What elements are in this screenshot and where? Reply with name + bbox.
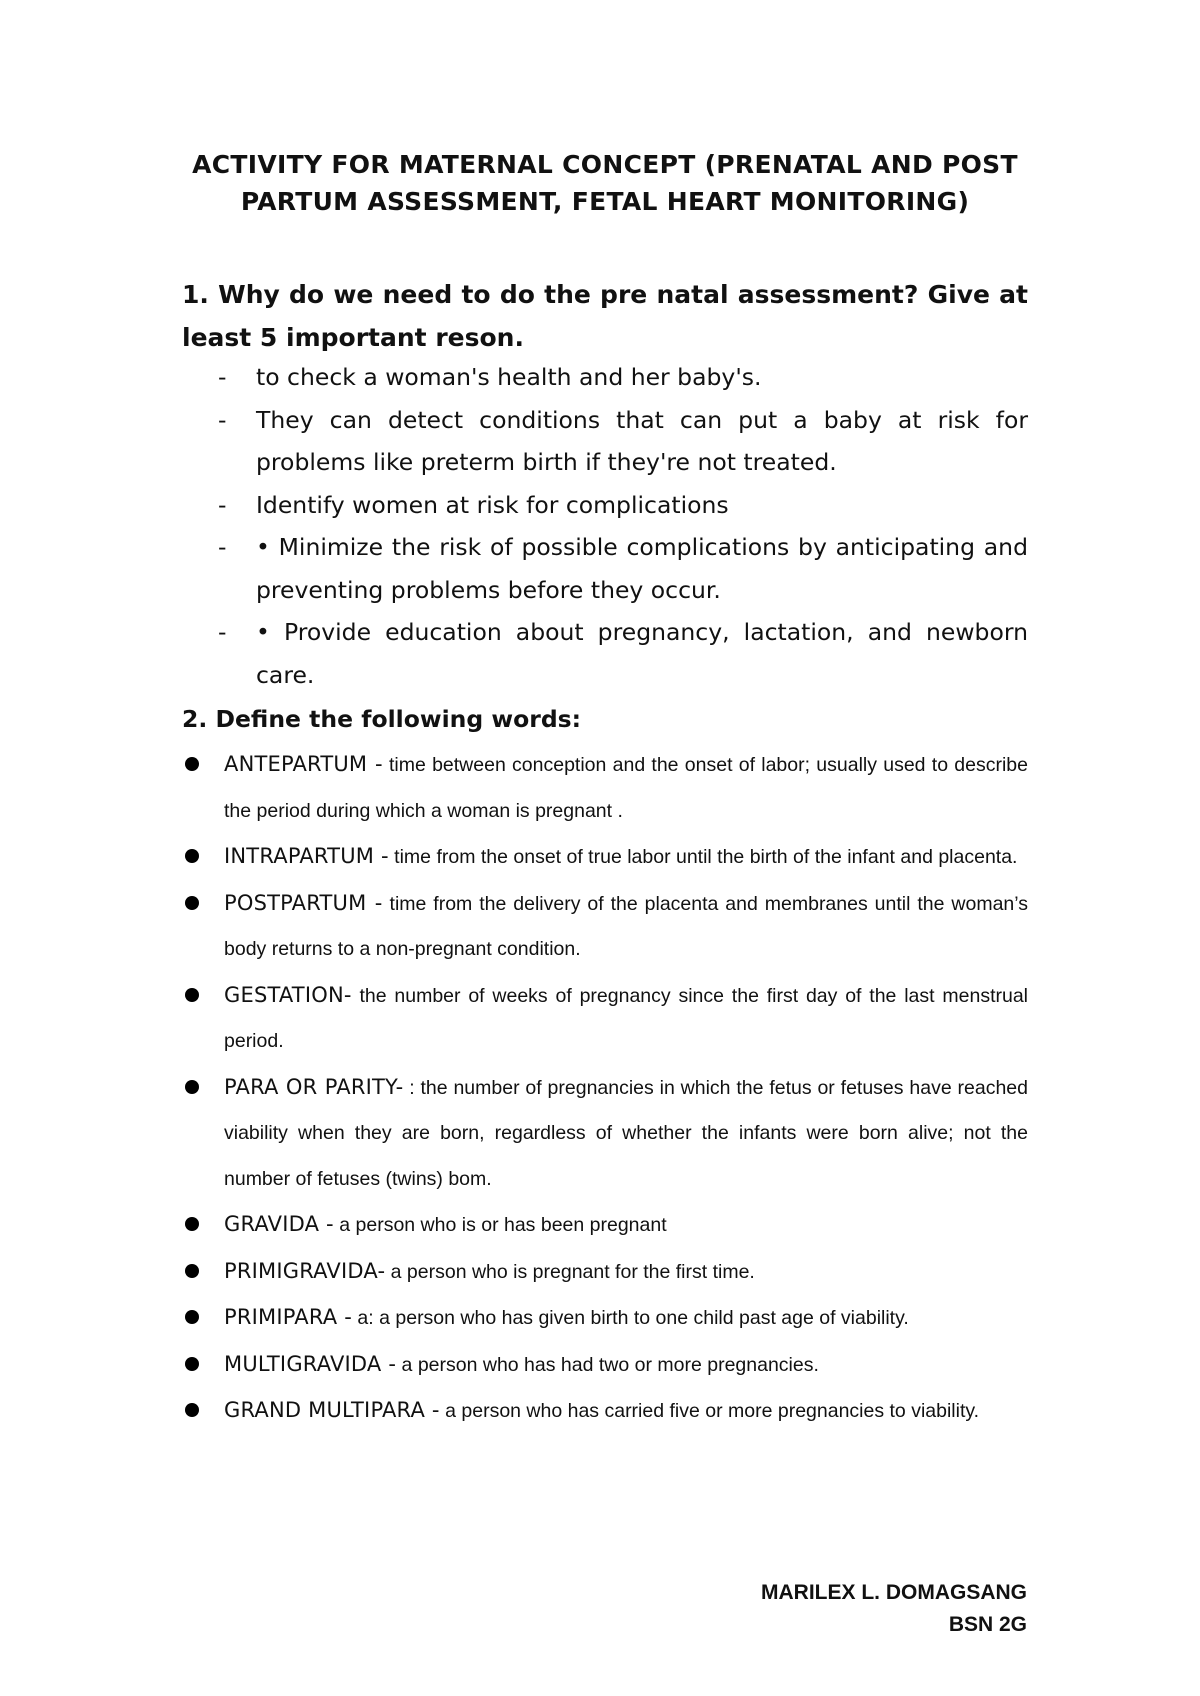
page-title: ACTIVITY FOR MATERNAL CONCEPT (PRENATAL AND POST PARTUM ASSESSMENT, FETAL HEART MONITORING) [192,150,1018,216]
definition-item [182,1249,1028,1296]
bullet-icon [185,757,199,771]
definition-term: PARA OR PARITY- [224,1074,404,1099]
bullet-icon [185,1310,199,1324]
bullet-icon [185,1080,199,1094]
question-2-heading: 2. Define the following words: [182,705,582,733]
definition-list [182,742,1028,1435]
definition-term: GRAND MULTIPARA - [224,1398,440,1422]
bullet-icon [185,849,199,863]
definition-item [182,1202,1028,1249]
definition-item [182,1388,1028,1435]
bullet-icon [185,1357,199,1371]
definition-text: time from the onset of true labor until the birth of the infant and placenta. [388,846,1018,868]
definition-term: INTRAPARTUM - [224,844,389,868]
dash-marker: - [218,618,227,646]
definition-term: POSTPARTUM - [224,890,383,915]
answer-item [182,611,1028,696]
question-1-heading: 1. Why do we need to do the pre natal assessment? Give at least 5 important reson. [182,280,1028,352]
bullet-icon [185,896,199,910]
definition-text: a person who is pregnant for the first time. [385,1260,755,1283]
definition-text: a person who has carried five or more pregnancies to viability. [439,1400,980,1422]
definition-text: : the number of pregnancies in which the fetus or fetuses have reached viability when they are born, regardless of whether the infants were born alive; not the number of fetuses (twins) bom. [224,1076,1028,1190]
answer-item [182,399,1028,484]
definition-item [182,1295,1028,1342]
dash-marker: - [218,533,227,561]
definition-item [182,1342,1028,1389]
definition-text: a person who has had two or more pregnancies. [396,1353,819,1376]
answer-item [182,356,1028,399]
definition-text: time from the delivery of the placenta and membranes until the woman’s body returns to a non-pregnant condition. [224,892,1028,960]
definition-text: a person who is or has been pregnant [333,1214,667,1236]
definition-text: time between conception and the onset of labor; usually used to describe the period during which a woman is pregnant . [224,754,1028,822]
author-name: MARILEX L. DOMAGSANG [761,1581,1027,1604]
dash-marker: - [218,405,227,434]
dash-marker: - [218,363,227,391]
definition-text: the number of weeks of pregnancy since the first day of the last menstrual period. [224,984,1028,1052]
definition-term: PRIMIPARA - [224,1305,353,1329]
answer-text: They can detect conditions that can put a baby at risk for problems like preterm birth if they're not treated. [256,405,1028,476]
dash-marker: - [218,490,227,519]
author-section: BSN 2G [948,1613,1027,1636]
definition-term: GRAVIDA - [224,1212,334,1236]
bullet-icon [185,1264,199,1278]
definition-item [182,1065,1028,1203]
definition-text: a: a person who has given birth to one child past age of viability. [352,1307,909,1329]
answer-text: • Minimize the risk of possible complications by anticipating and preventing problems before they occur. [256,533,1028,604]
answer-text: Identify women at risk for complications [256,490,729,519]
definition-term: GESTATION- [224,982,352,1007]
answer-item [182,526,1028,611]
definition-term: MULTIGRAVIDA - [224,1351,397,1376]
answer-text: to check a woman's health and her baby's. [256,363,762,391]
answer-text: • Provide education about pregnancy, lactation, and newborn care. [256,618,1028,689]
answer-item [182,484,1028,527]
author-signature-block [761,1577,1027,1641]
definition-item [182,973,1028,1065]
definition-term: ANTEPARTUM - [224,752,383,776]
definition-item [182,881,1028,973]
bullet-icon [185,1403,199,1417]
bullet-icon [185,988,199,1002]
question-1-answer-list [182,356,1028,696]
bullet-icon [185,1217,199,1231]
definition-item [182,742,1028,834]
definition-item [182,834,1028,881]
definition-term: PRIMIGRAVIDA- [224,1258,386,1283]
